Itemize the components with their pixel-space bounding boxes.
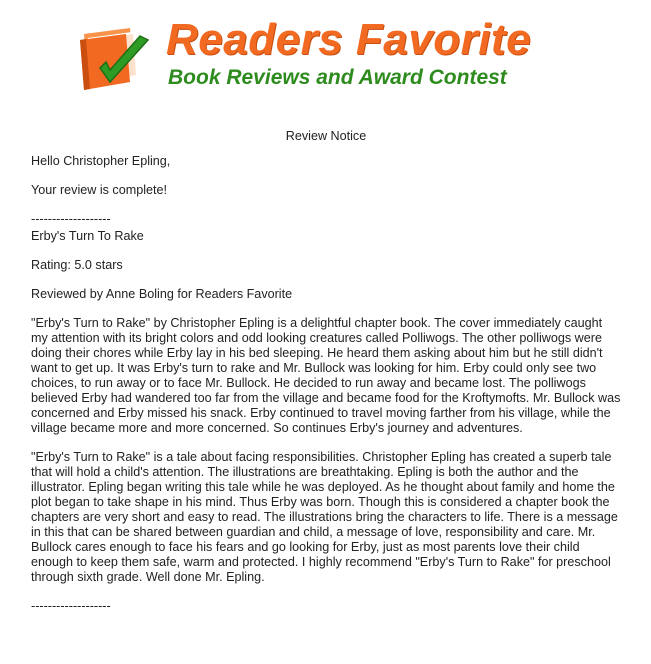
divider-bottom: ------------------- bbox=[31, 599, 111, 613]
brand-subtitle: Book Reviews and Award Contest bbox=[168, 66, 507, 89]
reviewer-line: Reviewed by Anne Boling for Readers Favorite bbox=[31, 287, 293, 301]
review-paragraph-1: "Erby's Turn to Rake" by Christopher Epling is a delightful chapter book. The cover immediately caught my attention with its bright colors and odd looking creatures called Polliwogs. The other polliwogs were doing their chores while Erby lay in his bed sleeping. He heard them asking about him but he still didn't want to get up. It was Erby's turn to rake and Mr. Bullock was looking for him. Erby could only see two choices, to run away or to face Mr. Bullock. He decided to run away and became lost. The polliwogs believed Erby had wandered too far from the village and became food for the Kroftymofts. Mr. Bullock was concerned and Erby missed his snack. Erby continued to travel moving farther from his village, while the village became more and more concerned. So continues Erby's journey and adventures. bbox=[31, 316, 621, 435]
status-line: Your review is complete! bbox=[31, 183, 168, 197]
brand-header bbox=[0, 0, 651, 110]
book-checkmark-icon bbox=[74, 26, 154, 96]
book-title: Erby's Turn To Rake bbox=[31, 229, 144, 243]
greeting: Hello Christopher Epling, bbox=[31, 154, 171, 168]
notice-title: Review Notice bbox=[285, 129, 367, 143]
divider: ------------------- bbox=[31, 212, 111, 226]
rating: Rating: 5.0 stars bbox=[31, 258, 123, 272]
brand-title: Readers Favorite bbox=[166, 15, 532, 64]
email-body bbox=[31, 128, 621, 628]
review-paragraph-2: "Erby's Turn to Rake" is a tale about facing responsibilities. Christopher Epling has created a superb tale that will hold a child's attention. The illustrations are breathtaking. Epling is both the author and the illustrator. Epling began writing this tale while he was deployed. As he thought about family and home the plot began to take shape in his mind. Thus Erby was born. Though this is considered a chapter book the chapters are very short and easy to read. The illustrations bring the characters to life. There is a message in this that can be shared between guardian and child, a message of love, responsibility and care. Mr. Bullock cares enough to face his fears and go looking for Erby, just as most parents love their child enough to keep them safe, warm and protected. I highly recommend "Erby's Turn to Rake" for preschool through sixth grade. Well done Mr. Epling. bbox=[31, 450, 618, 584]
